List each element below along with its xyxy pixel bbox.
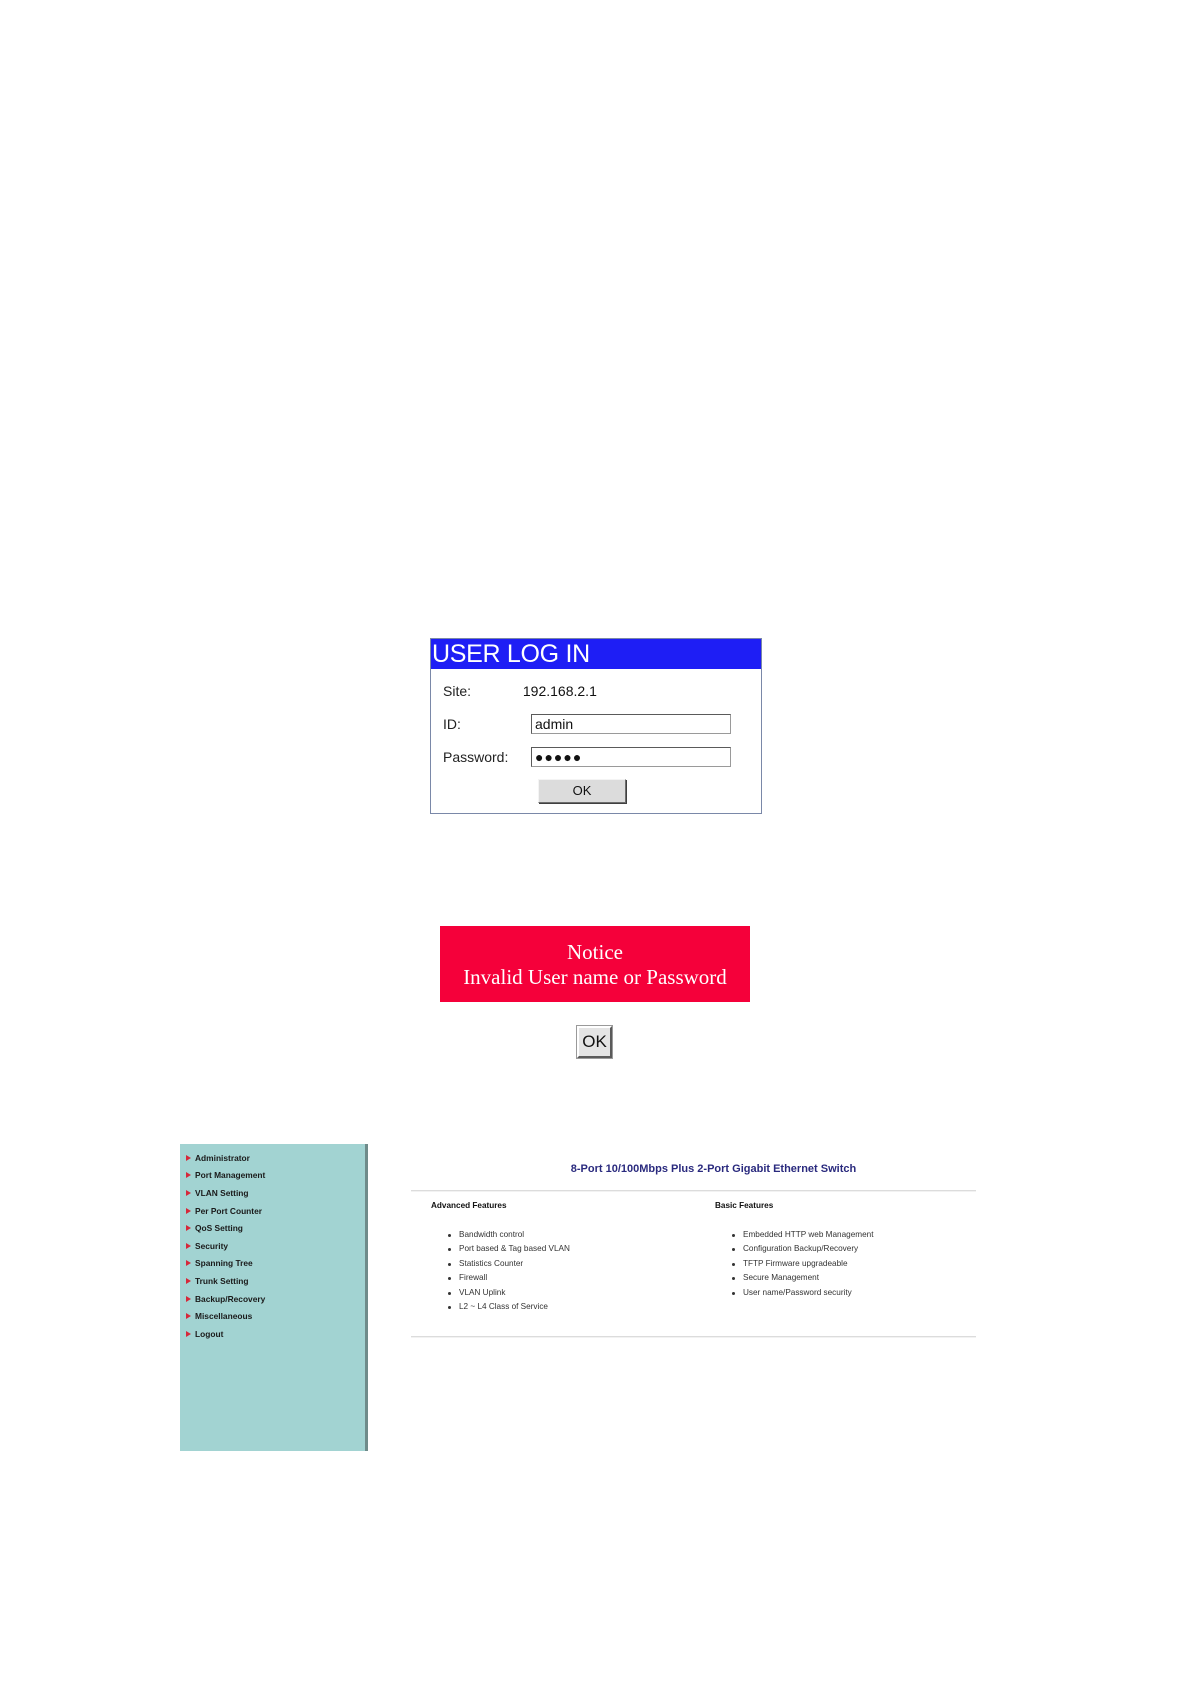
- sidebar-item-backup-recovery[interactable]: [186, 1290, 365, 1308]
- password-label: Password:: [443, 749, 509, 765]
- password-input[interactable]: ●●●●●: [531, 747, 731, 767]
- list-item: User name/Password security: [743, 1286, 873, 1300]
- list-item: TFTP Firmware upgradeable: [743, 1257, 873, 1271]
- sidebar-item-label: Security: [195, 1240, 229, 1251]
- arrow-right-icon: [186, 1208, 191, 1214]
- sidebar-item-label: Administrator: [195, 1152, 250, 1163]
- sidebar-item-security[interactable]: [186, 1237, 365, 1255]
- list-item: VLAN Uplink: [459, 1286, 570, 1300]
- list-item: Bandwidth control: [459, 1228, 570, 1242]
- basic-features-list: [715, 1228, 873, 1300]
- list-item: Secure Management: [743, 1271, 873, 1285]
- advanced-features: [431, 1201, 570, 1314]
- notice-title: Notice: [567, 940, 623, 964]
- arrow-right-icon: [186, 1243, 191, 1249]
- login-title: USER LOG IN: [431, 639, 761, 669]
- list-item: Statistics Counter: [459, 1257, 570, 1271]
- list-item: Firewall: [459, 1271, 570, 1285]
- sidebar-item-vlan-setting[interactable]: [186, 1184, 365, 1202]
- arrow-right-icon: [186, 1260, 191, 1266]
- arrow-right-icon: [186, 1190, 191, 1196]
- page-title: 8-Port 10/100Mbps Plus 2-Port Gigabit Ethernet Switch: [570, 1163, 857, 1175]
- id-row: [443, 716, 574, 732]
- basic-features-heading: Basic Features: [715, 1201, 774, 1210]
- divider: [411, 1190, 976, 1192]
- password-row: [443, 749, 583, 765]
- advanced-features-heading: Advanced Features: [431, 1201, 507, 1210]
- list-item: Configuration Backup/Recovery: [743, 1242, 873, 1256]
- sidebar-item-label: Per Port Counter: [195, 1205, 263, 1216]
- arrow-right-icon: [186, 1313, 191, 1319]
- arrow-right-icon: [186, 1155, 191, 1161]
- arrow-right-icon: [186, 1278, 191, 1284]
- arrow-right-icon: [186, 1331, 191, 1337]
- sidebar-item-administrator[interactable]: [186, 1149, 365, 1167]
- login-dialog: [430, 638, 762, 814]
- id-label: ID:: [443, 716, 461, 732]
- site-row: [443, 683, 597, 699]
- sidebar-item-qos-setting[interactable]: [186, 1219, 365, 1237]
- sidebar-item-miscellaneous[interactable]: [186, 1307, 365, 1325]
- sidebar-item-logout[interactable]: [186, 1325, 365, 1343]
- sidebar-item-label: Trunk Setting: [195, 1275, 249, 1286]
- sidebar: [180, 1144, 368, 1451]
- list-item: Embedded HTTP web Management: [743, 1228, 873, 1242]
- divider: [411, 1336, 976, 1338]
- sidebar-item-spanning-tree[interactable]: [186, 1255, 365, 1273]
- sidebar-item-label: Backup/Recovery: [195, 1293, 266, 1304]
- basic-features: [715, 1201, 873, 1300]
- list-item: L2 ~ L4 Class of Service: [459, 1300, 570, 1314]
- notice-message: Invalid User name or Password: [463, 965, 727, 989]
- sidebar-item-per-port-counter[interactable]: [186, 1202, 365, 1220]
- sidebar-item-label: VLAN Setting: [195, 1187, 249, 1198]
- notice-banner: [440, 926, 750, 1002]
- arrow-right-icon: [186, 1296, 191, 1302]
- sidebar-item-label: Port Management: [195, 1170, 266, 1181]
- sidebar-item-label: Spanning Tree: [195, 1258, 253, 1269]
- site-value: 192.168.2.1: [522, 683, 597, 699]
- sidebar-menu: [180, 1144, 365, 1343]
- list-item: Port based & Tag based VLAN: [459, 1242, 570, 1256]
- arrow-right-icon: [186, 1225, 191, 1231]
- sidebar-item-trunk-setting[interactable]: [186, 1272, 365, 1290]
- login-ok-button[interactable]: OK: [538, 779, 626, 803]
- id-input[interactable]: admin: [531, 714, 731, 734]
- sidebar-item-label: Logout: [195, 1328, 224, 1339]
- sidebar-item-label: QoS Setting: [195, 1223, 243, 1234]
- advanced-features-list: [431, 1228, 570, 1314]
- notice-ok-button[interactable]: OK: [577, 1026, 612, 1058]
- admin-screen: [180, 1144, 980, 1451]
- sidebar-item-label: Miscellaneous: [195, 1311, 253, 1322]
- site-label: Site:: [443, 683, 472, 699]
- sidebar-item-port-management[interactable]: [186, 1167, 365, 1185]
- arrow-right-icon: [186, 1172, 191, 1178]
- main-content: [411, 1144, 976, 1451]
